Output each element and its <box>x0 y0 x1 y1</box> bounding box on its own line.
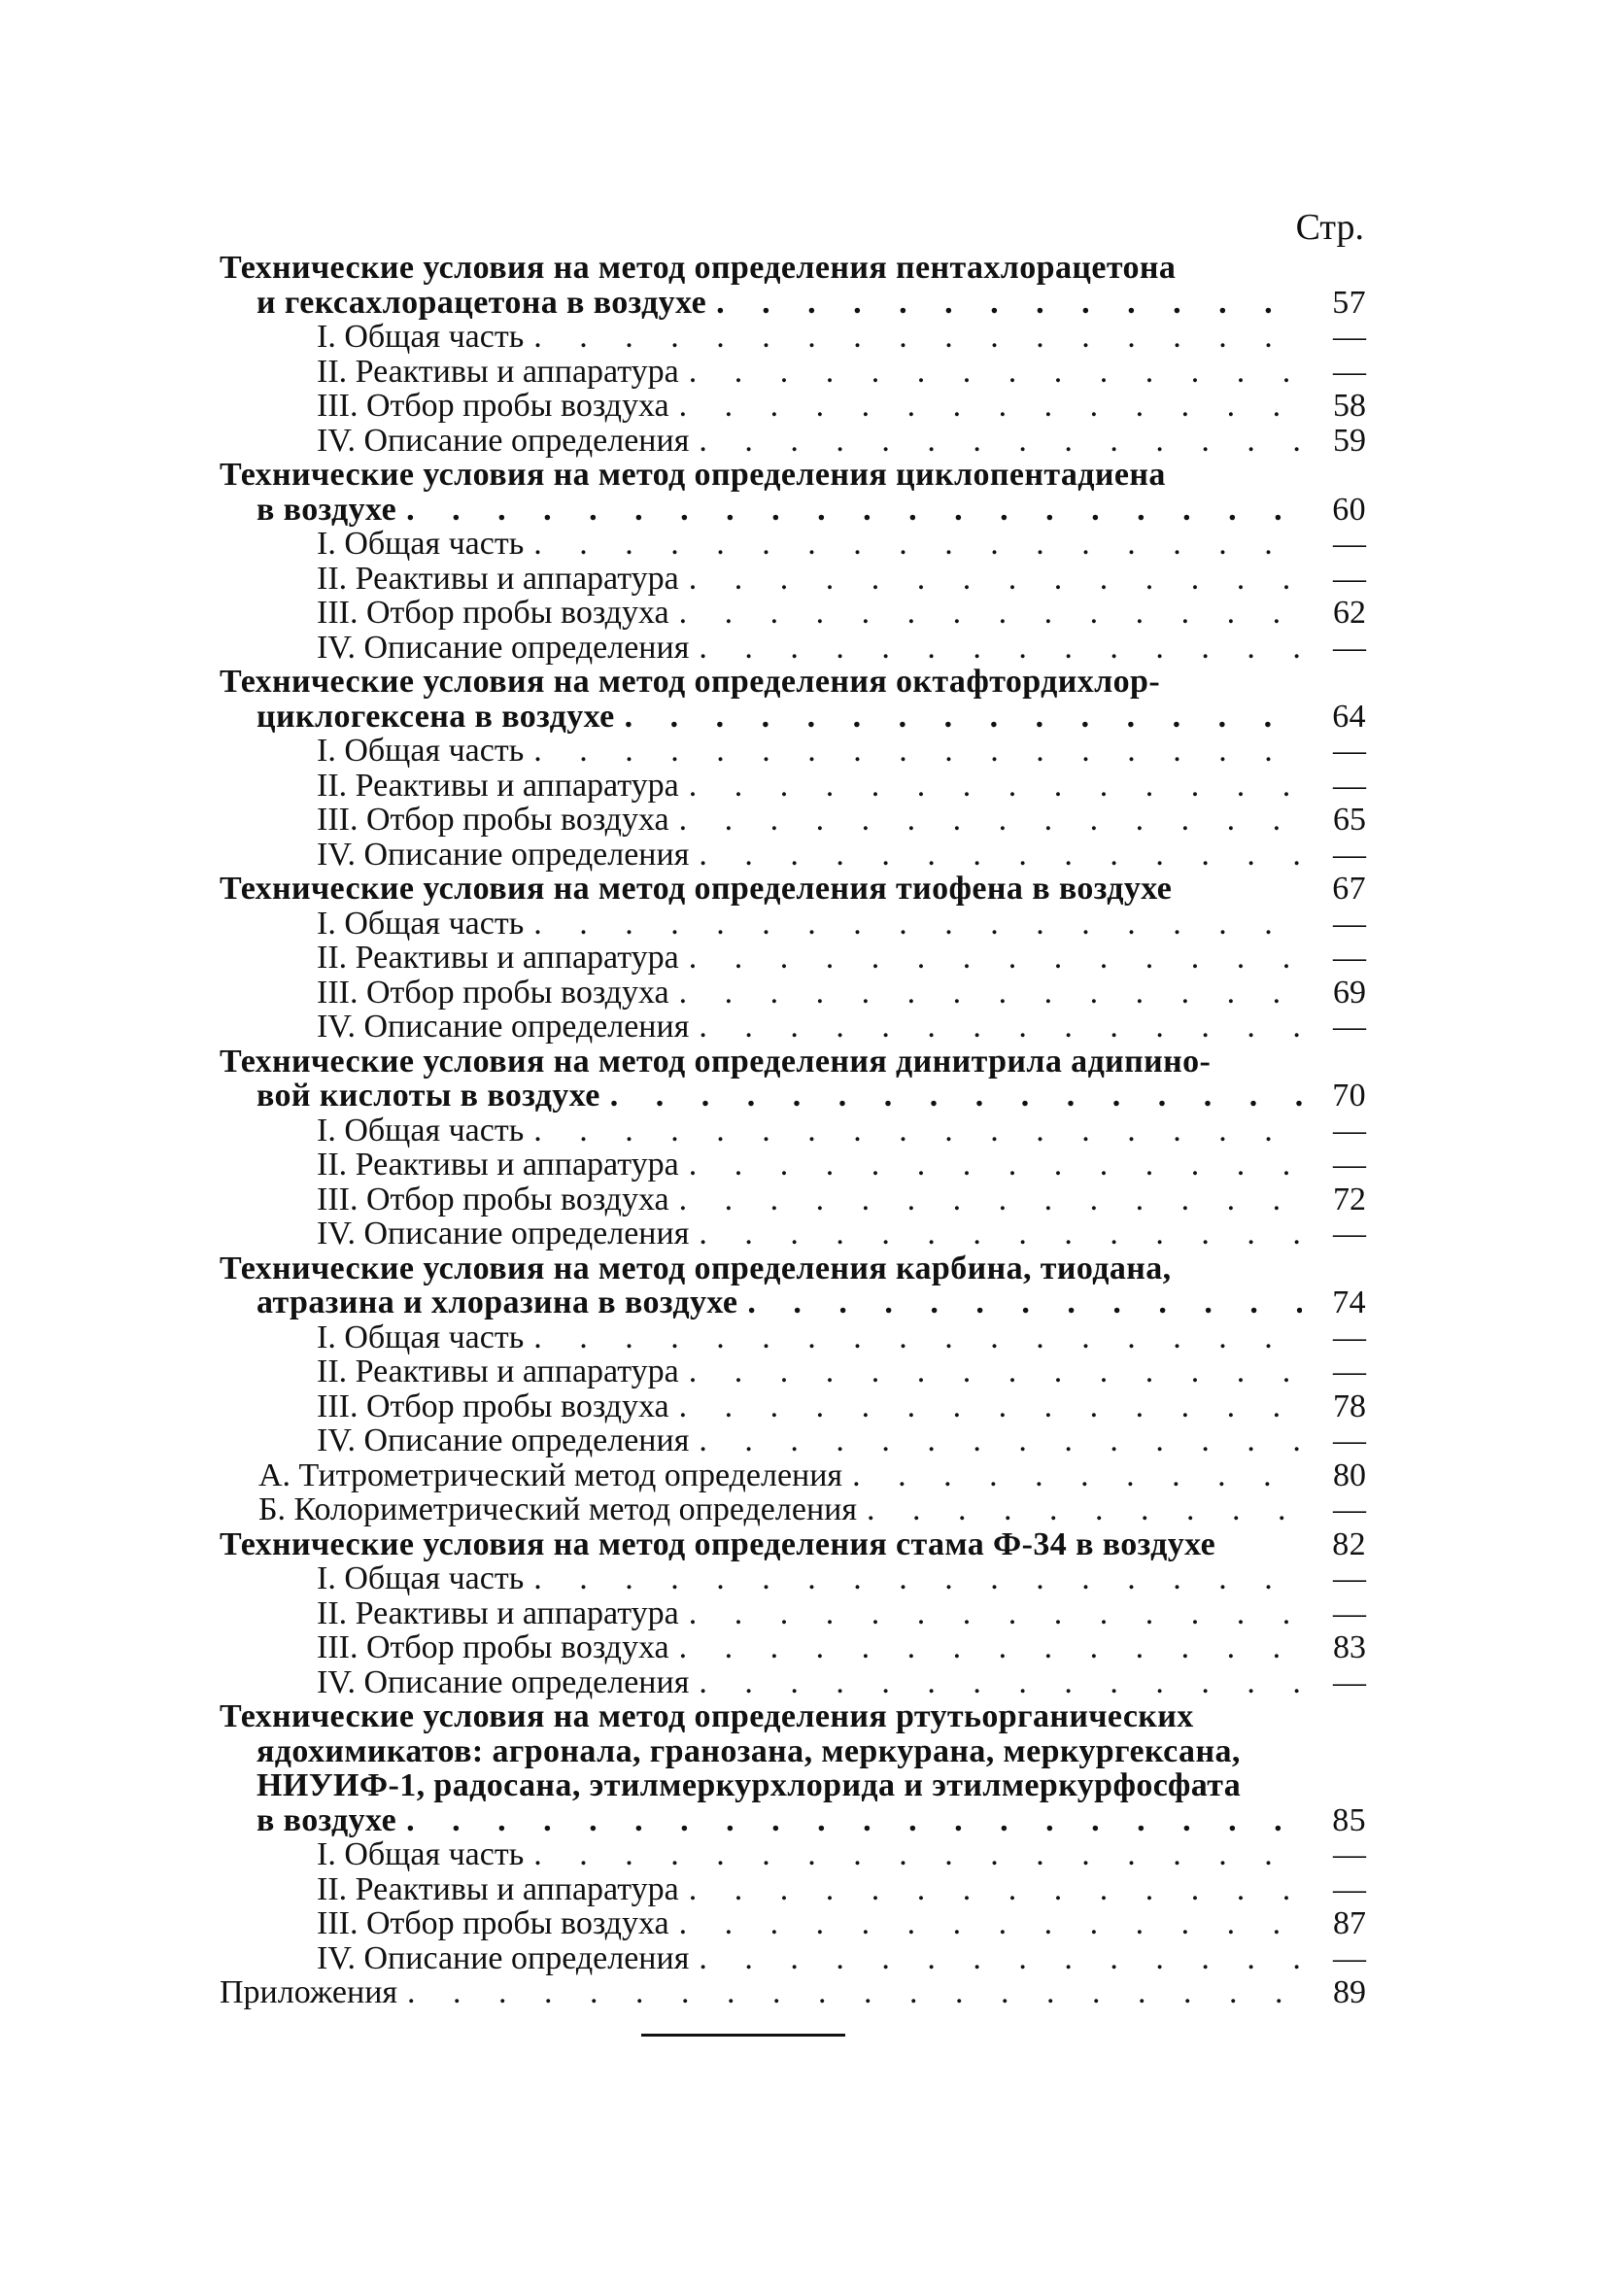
page-number: — <box>1333 1870 1366 1907</box>
page-number: — <box>1333 1147 1366 1182</box>
page-number: — <box>1333 1939 1366 1976</box>
subsection-item <box>220 1630 1366 1665</box>
dot-leader <box>689 1354 1302 1389</box>
section-title-continued <box>220 1079 1366 1114</box>
entry-text: IV. Описание определения <box>317 629 690 666</box>
section-title-continued <box>220 700 1366 735</box>
subsection-item <box>220 1217 1366 1251</box>
dot-leader <box>689 1596 1302 1631</box>
page-number: — <box>1333 836 1366 873</box>
dot-leader <box>852 1458 1302 1493</box>
entry-text: III. Отбор пробы воздуха <box>317 974 669 1011</box>
page-number: — <box>1333 353 1366 390</box>
page-number: — <box>1333 1354 1366 1389</box>
dot-leader <box>406 493 1302 528</box>
entry-text: НИУИФ-1, радосана, этилмеркурхлорида и этилмеркурфосфата <box>256 1767 1242 1803</box>
dot-leader <box>699 1217 1302 1251</box>
entry-text: I. Общая часть <box>317 733 525 769</box>
page-number: 65 <box>1333 802 1366 838</box>
section-title-continued <box>220 1734 1366 1769</box>
dot-leader <box>716 286 1302 321</box>
subsection-item <box>220 803 1366 838</box>
entry-text: Приложения <box>220 1974 398 2010</box>
dot-leader <box>533 320 1302 355</box>
dot-leader <box>689 769 1302 804</box>
page-number: 89 <box>1333 1974 1366 2010</box>
entry-text: циклогексена в воздухе <box>256 698 615 735</box>
section-title-continued <box>220 286 1366 321</box>
subsection-item <box>220 355 1366 390</box>
dot-leader <box>689 1872 1302 1907</box>
page-number: — <box>1333 1663 1366 1700</box>
dot-leader <box>699 424 1302 459</box>
entry-text: I. Общая часть <box>317 1319 525 1355</box>
entry-text: Технические условия на метод определения пентахлорацетона <box>220 250 1177 286</box>
entry-text: IV. Описание определения <box>317 1009 690 1045</box>
page-number: — <box>1333 1216 1366 1251</box>
entry-text: Технические условия на метод определения октафтордихлор- <box>220 664 1161 700</box>
entry-text: II. Реактивы и аппаратура <box>317 940 679 976</box>
page-number: — <box>1333 1836 1366 1872</box>
section-title-continued <box>220 1768 1366 1803</box>
entry-text: ядохимикатов: агронала, гранозана, меркурана, меркургексана, <box>256 1732 1241 1769</box>
subsection-item <box>220 1906 1366 1941</box>
appendix-item <box>220 1975 1366 2010</box>
dot-leader <box>679 1906 1302 1941</box>
page-number: 85 <box>1332 1801 1366 1838</box>
page-number: — <box>1333 319 1366 355</box>
subsection-item <box>220 1354 1366 1389</box>
table-of-contents <box>220 204 1366 2010</box>
dot-leader <box>679 976 1302 1011</box>
section-title-continued <box>220 1803 1366 1838</box>
entry-text: I. Общая часть <box>317 319 525 355</box>
page-number: — <box>1333 560 1366 597</box>
entry-text: Технические условия на метод определения динитрила адипино- <box>220 1043 1212 1079</box>
page-number: 64 <box>1332 698 1366 735</box>
entry-text: I. Общая часть <box>317 1112 525 1148</box>
dot-leader <box>679 1630 1302 1665</box>
page-number: — <box>1333 1319 1366 1355</box>
dot-leader <box>407 1975 1302 2010</box>
section-title-continued <box>220 493 1366 528</box>
section-title <box>220 1527 1366 1562</box>
entry-text: III. Отбор пробы воздуха <box>317 1905 669 1941</box>
subsection-item <box>220 1010 1366 1045</box>
entry-text: Технические условия на метод определения карбина, тиодана, <box>220 1250 1172 1286</box>
page-number: 72 <box>1333 1181 1366 1217</box>
section-title-continued <box>220 1285 1366 1320</box>
end-rule <box>641 2034 845 2037</box>
entry-text: II. Реактивы и аппаратура <box>317 1594 679 1631</box>
page-number: 74 <box>1332 1285 1366 1320</box>
subsection-item <box>220 320 1366 355</box>
page-number: 58 <box>1333 388 1366 424</box>
entry-text: Технические условия на метод определения циклопентадиена <box>220 457 1166 493</box>
entry-text: вой кислоты в воздухе <box>256 1078 600 1114</box>
subsection-item <box>220 941 1366 976</box>
dot-leader <box>699 1665 1302 1700</box>
entry-text: I. Общая часть <box>317 526 525 562</box>
subsection-item <box>220 907 1366 942</box>
page-number: — <box>1333 1009 1366 1045</box>
page-number: — <box>1333 1422 1366 1458</box>
dot-leader <box>747 1285 1302 1320</box>
entry-text: II. Реактивы и аппаратура <box>317 767 679 804</box>
entry-text: III. Отбор пробы воздуха <box>317 388 669 424</box>
dot-leader <box>625 700 1302 735</box>
page-number: — <box>1333 767 1366 804</box>
page-label: Стр. <box>1295 207 1364 248</box>
dot-leader <box>689 941 1302 976</box>
dot-leader <box>406 1803 1302 1838</box>
subsection-item <box>220 1561 1366 1596</box>
entry-text: в воздухе <box>256 1801 397 1838</box>
entry-text: в воздухе <box>256 491 397 528</box>
entry-text: А. Титрометрический метод определения <box>258 1456 843 1493</box>
entry-text: III. Отбор пробы воздуха <box>317 1629 669 1665</box>
page-number: 60 <box>1332 491 1366 528</box>
entry-text: атразина и хлоразина в воздухе <box>256 1285 738 1320</box>
page-number: 80 <box>1333 1456 1366 1493</box>
entry-text: Б. Колориметрический метод определения <box>258 1491 857 1527</box>
entry-text: II. Реактивы и аппаратура <box>317 1870 679 1907</box>
subsection-item <box>220 1665 1366 1700</box>
page-number: 67 <box>1332 871 1366 907</box>
entry-text: Технические условия на метод определения стама Ф-34 в воздухе <box>220 1525 1216 1562</box>
subsection-item <box>220 631 1366 666</box>
page-number: — <box>1333 1112 1366 1148</box>
entry-text: IV. Описание определения <box>317 1663 690 1700</box>
entry-text: IV. Описание определения <box>317 422 690 459</box>
dot-leader <box>533 1561 1302 1596</box>
entry-text: IV. Описание определения <box>317 836 690 873</box>
section-title <box>220 1045 1366 1079</box>
subsection-item <box>220 1596 1366 1631</box>
entry-text: Технические условия на метод определения тиофена в воздухе <box>220 871 1173 907</box>
toc-entries <box>220 251 1366 2010</box>
dot-leader <box>533 527 1302 562</box>
subsection-item <box>220 1320 1366 1355</box>
subsection-item <box>220 1458 1366 1493</box>
dot-leader <box>533 1114 1302 1148</box>
subsection-item <box>220 769 1366 804</box>
dot-leader <box>533 734 1302 769</box>
entry-text: IV. Описание определения <box>317 1422 690 1458</box>
section-title <box>220 251 1366 286</box>
page-number: — <box>1333 526 1366 562</box>
subsection-item <box>220 424 1366 459</box>
subsection-item <box>220 1423 1366 1458</box>
section-title <box>220 1699 1366 1734</box>
subsection-item <box>220 976 1366 1011</box>
subsection-item <box>220 1941 1366 1976</box>
dot-leader <box>867 1492 1302 1527</box>
entry-text: IV. Описание определения <box>317 1216 690 1251</box>
page-number: — <box>1333 1594 1366 1631</box>
entry-text: III. Отбор пробы воздуха <box>317 802 669 838</box>
entry-text: III. Отбор пробы воздуха <box>317 1181 669 1217</box>
dot-leader <box>679 389 1302 424</box>
dot-leader <box>533 1320 1302 1355</box>
dot-leader <box>679 1182 1302 1217</box>
section-title <box>220 872 1366 907</box>
dot-leader <box>533 907 1302 942</box>
entry-text: II. Реактивы и аппаратура <box>317 353 679 390</box>
subsection-item <box>220 734 1366 769</box>
dot-leader <box>699 631 1302 666</box>
dot-leader <box>699 1010 1302 1045</box>
dot-leader <box>610 1079 1302 1114</box>
entry-text: III. Отбор пробы воздуха <box>317 1388 669 1424</box>
section-title <box>220 458 1366 493</box>
subsection-item <box>220 1837 1366 1872</box>
page-number: 83 <box>1333 1629 1366 1665</box>
subsection-item <box>220 1148 1366 1182</box>
page-number: 57 <box>1332 284 1366 321</box>
subsection-item <box>220 1389 1366 1424</box>
page-number: — <box>1333 940 1366 976</box>
entry-text: и гексахлорацетона в воздухе <box>256 284 707 321</box>
section-title <box>220 665 1366 700</box>
subsection-item <box>220 389 1366 424</box>
page-number: — <box>1333 905 1366 942</box>
entry-text: II. Реактивы и аппаратура <box>317 560 679 597</box>
dot-leader <box>679 1389 1302 1424</box>
dot-leader <box>533 1837 1302 1872</box>
page-column-header <box>220 204 1366 251</box>
dot-leader <box>689 355 1302 390</box>
subsection-item <box>220 838 1366 873</box>
page-number: 62 <box>1333 595 1366 631</box>
dot-leader <box>679 596 1302 631</box>
entry-text: II. Реактивы и аппаратура <box>317 1147 679 1182</box>
subsection-item <box>220 527 1366 562</box>
subsection-item <box>220 1492 1366 1527</box>
page-number: — <box>1333 629 1366 666</box>
dot-leader <box>699 1941 1302 1976</box>
subsection-item <box>220 1114 1366 1148</box>
dot-leader <box>689 1148 1302 1182</box>
subsection-item <box>220 596 1366 631</box>
subsection-item <box>220 562 1366 597</box>
entry-text: III. Отбор пробы воздуха <box>317 595 669 631</box>
page-number: — <box>1333 1560 1366 1596</box>
subsection-item <box>220 1182 1366 1217</box>
page-number: 70 <box>1332 1078 1366 1114</box>
page-number: 82 <box>1332 1525 1366 1562</box>
page-number: 78 <box>1333 1388 1366 1424</box>
entry-text: I. Общая часть <box>317 1836 525 1872</box>
page-number: — <box>1333 733 1366 769</box>
entry-text: IV. Описание определения <box>317 1939 690 1976</box>
section-title <box>220 1251 1366 1286</box>
subsection-item <box>220 1872 1366 1907</box>
dot-leader <box>679 803 1302 838</box>
entry-text: Технические условия на метод определения ртутьорганических <box>220 1698 1194 1734</box>
dot-leader <box>699 838 1302 873</box>
page-number: 87 <box>1333 1905 1366 1941</box>
dot-leader <box>689 562 1302 597</box>
entry-text: I. Общая часть <box>317 1560 525 1596</box>
entry-text: I. Общая часть <box>317 905 525 942</box>
entry-text: II. Реактивы и аппаратура <box>317 1354 679 1389</box>
page-number: 59 <box>1333 422 1366 459</box>
dot-leader <box>699 1423 1302 1458</box>
page-number: — <box>1333 1491 1366 1527</box>
page-number: 69 <box>1333 974 1366 1011</box>
